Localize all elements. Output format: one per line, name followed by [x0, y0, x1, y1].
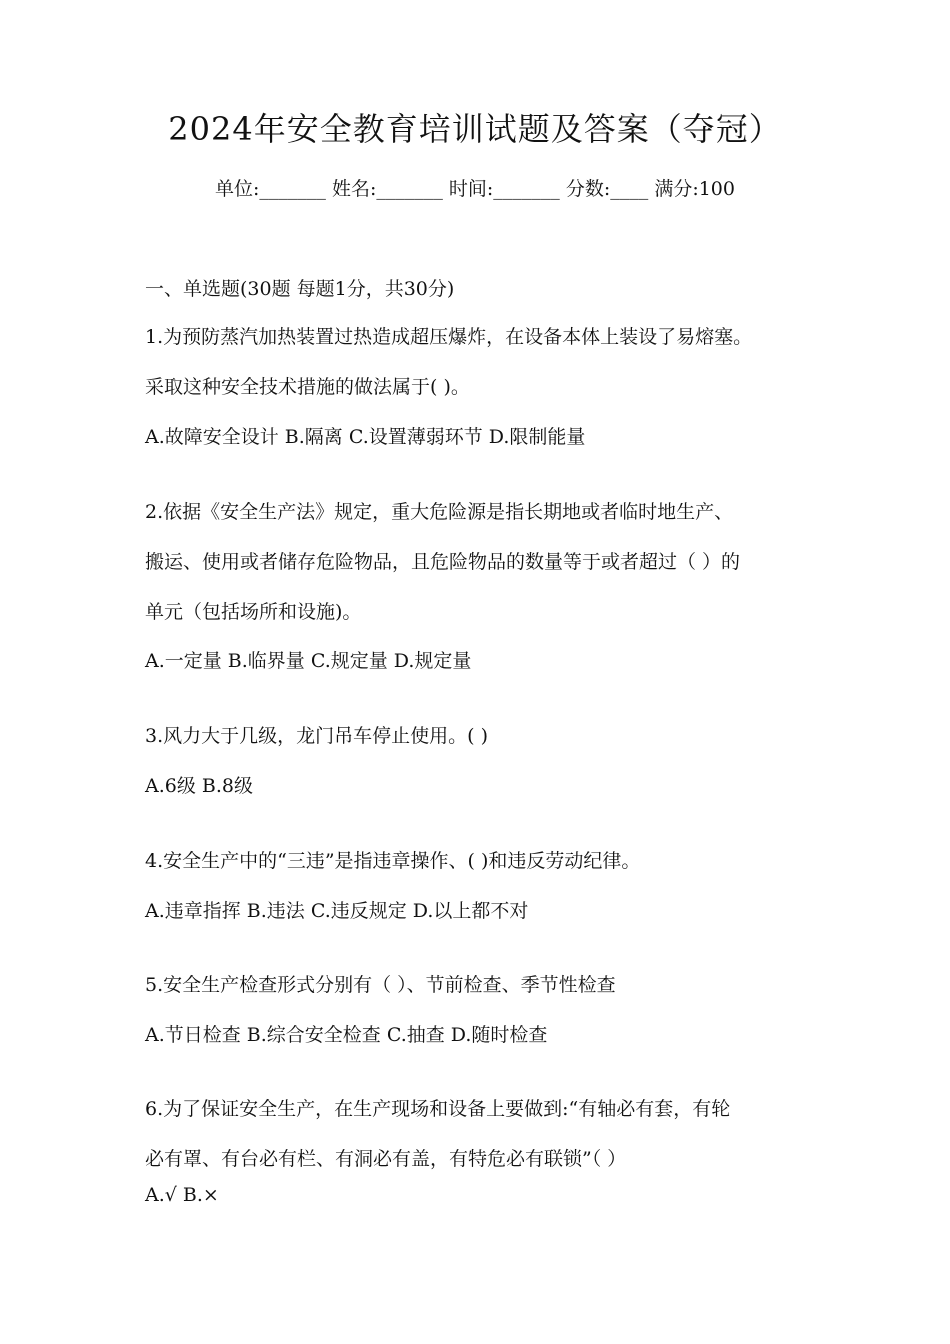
question-3-line-1: 3.风力大于几级，龙门吊车停止使用。( )	[145, 725, 488, 747]
question-3-options: A.6级 B.8级	[145, 775, 253, 797]
question-2-line-1: 2.依据《安全生产法》规定，重大危险源是指长期地或者临时地生产、	[145, 501, 734, 523]
question-1-options: A.故障安全设计 B.隔离 C.设置薄弱环节 D.限制能量	[145, 426, 586, 448]
question-6-line-2: 必有罩、有台必有栏、有洞必有盖，有特危必有联锁”（ ）	[145, 1148, 627, 1170]
full-score-field: 满分:100	[654, 178, 735, 200]
question-2-line-3: 单元（包括场所和设施)。	[145, 601, 362, 623]
question-4-line-1: 4.安全生产中的“三违”是指违章操作、( )和违反劳动纪律。	[145, 850, 641, 872]
question-2-line-2: 搬运、使用或者储存危险物品，且危险物品的数量等于或者超过（ ）的	[145, 551, 741, 573]
question-4-options: A.违章指挥 B.违法 C.违反规定 D.以上都不对	[145, 900, 529, 922]
question-6-options: A.√ B.×	[145, 1184, 219, 1206]
question-1-line-1: 1.为预防蒸汽加热装置过热造成超压爆炸，在设备本体上装设了易熔塞。	[145, 326, 753, 348]
question-2-options: A.一定量 B.临界量 C.规定量 D.规定量	[145, 650, 472, 672]
section-heading: 一、单选题(30题 每题1分，共30分)	[145, 278, 455, 300]
question-6-line-1: 6.为了保证安全生产，在生产现场和设备上要做到:“有轴必有套，有轮	[145, 1098, 731, 1120]
document-title: 2024年安全教育培训试题及答案（夺冠）	[168, 110, 782, 148]
question-1-line-2: 采取这种安全技术措施的做法属于( )。	[145, 376, 470, 398]
unit-field: 单位:_______	[215, 178, 326, 200]
question-5-line-1: 5.安全生产检查形式分别有（ ）、节前检查、季节性检查	[145, 974, 616, 996]
name-field: 姓名:_______	[331, 178, 443, 200]
score-field: 分数:____	[565, 178, 649, 200]
exam-info-line	[0, 174, 950, 201]
question-5-options: A.节日检查 B.综合安全检查 C.抽查 D.随时检查	[145, 1024, 548, 1046]
time-field: 时间:_______	[448, 178, 560, 200]
